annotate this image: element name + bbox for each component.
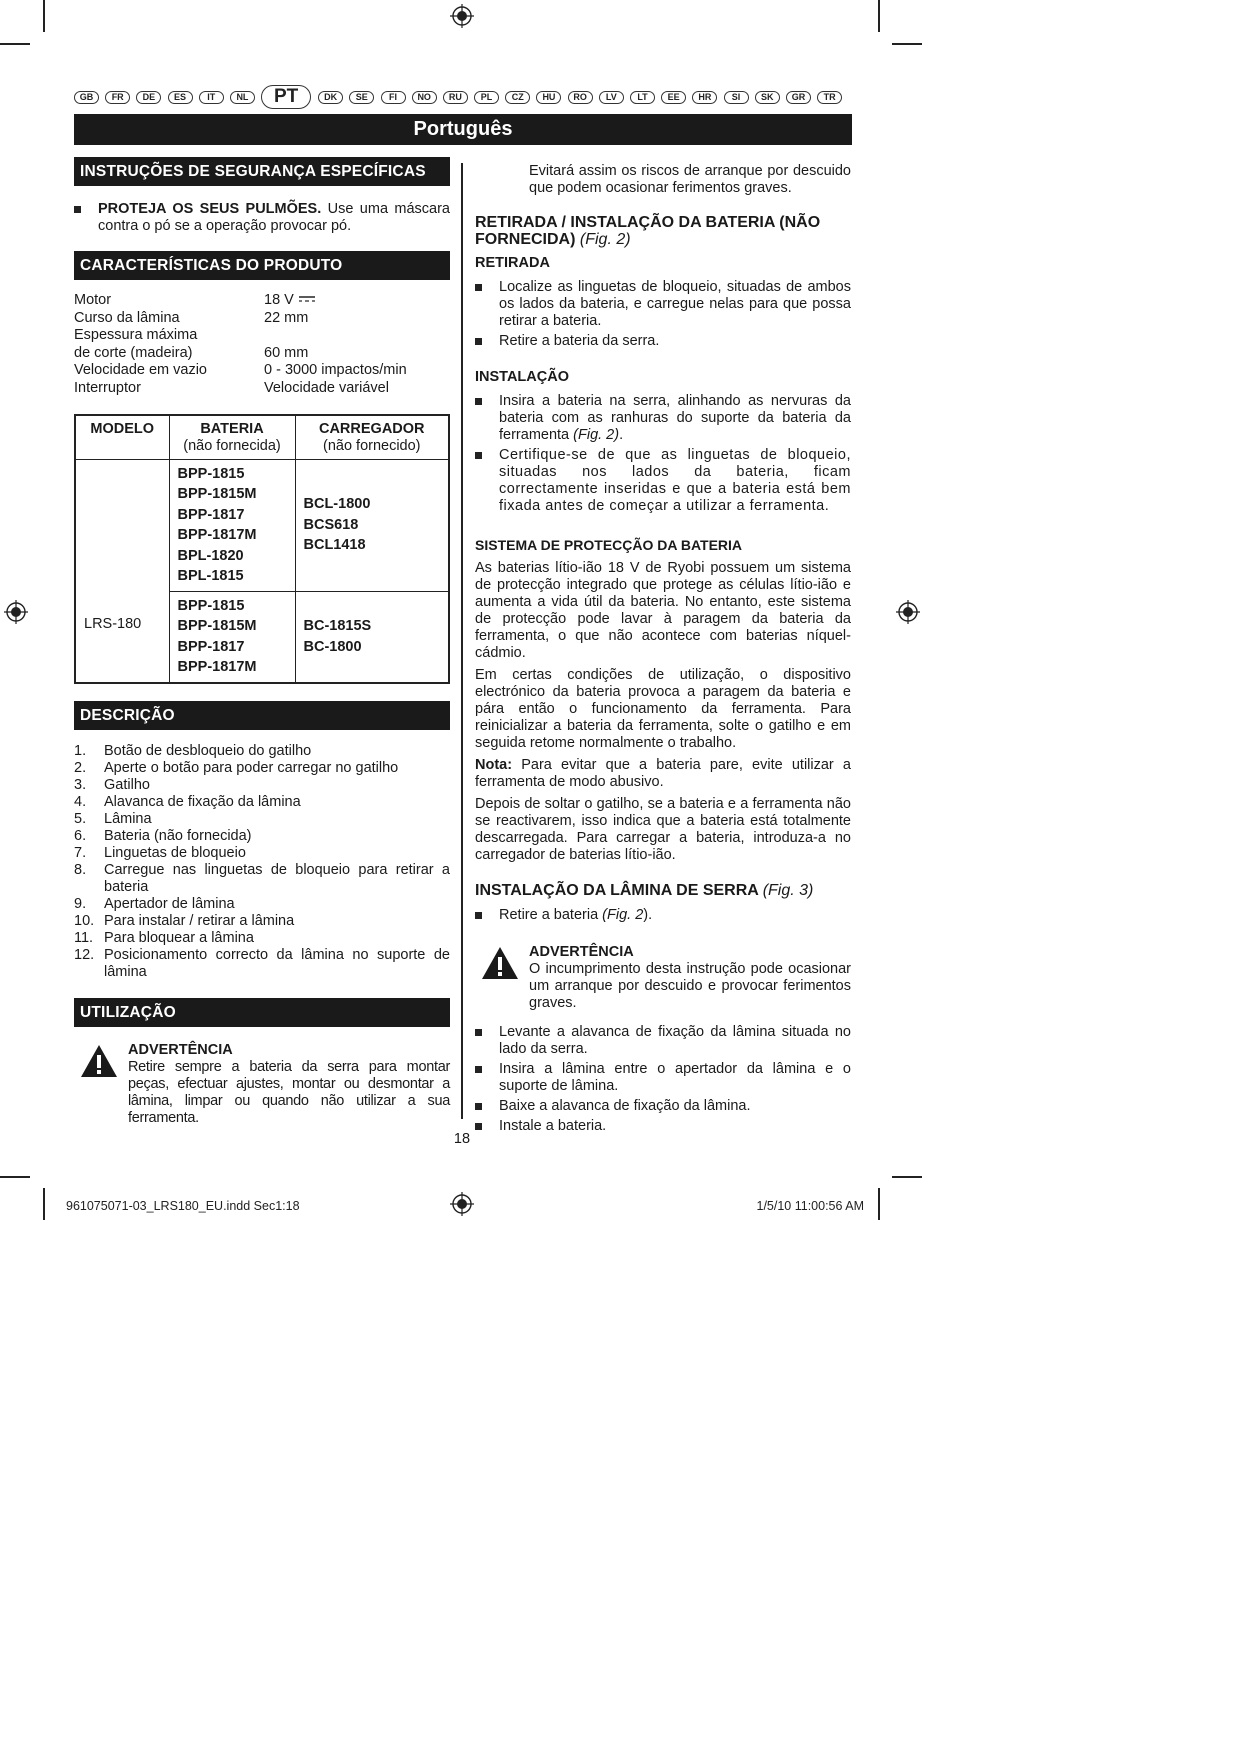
warning-triangle-icon [80,1044,118,1078]
bullet-text: Use uma máscara contra o pó se a operação provocar pó. [98,201,450,234]
item-text: Linguetas de bloqueio [104,844,246,861]
lang-badge-it: IT [199,91,224,104]
list-item: Baixe a alavanca de fixação da lâmina. [475,1098,851,1115]
list-item [74,845,450,862]
model-table [74,414,450,684]
protection-note: Nota: Para evitar que a bateria pare, evite utilizar a ferramenta de modo abusivo. [475,757,851,790]
list-item: Localize as linguetas de bloqueio, situadas de ambos os lados da bateria, e carregue nelas para que possa retirar a bateria. [475,279,851,330]
spec-label: Interruptor [74,379,141,396]
item-number: 7. [74,844,87,861]
lang-badge-nl: NL [230,91,255,104]
spec-label: Motor [74,292,112,308]
list-item: Instale a bateria. [475,1118,851,1135]
item-number: 11. [74,929,94,946]
blade-heading: INSTALAÇÃO DA LÂMINA DE SERRA (Fig. 3) [475,882,814,899]
item-text: Apertador de lâmina [104,895,235,912]
item-text: Para instalar / retirar a lâmina [104,912,295,929]
lang-badge-fi: FI [381,91,406,104]
crop-mark [892,1176,922,1178]
item-text: Gatilho [104,776,150,793]
list-item [74,828,450,845]
list-item [74,896,450,913]
lang-badge-se: SE [349,91,374,104]
warning-text: Retire sempre a bateria da serra para montar peças, efectuar ajustes, montar ou desmontar a lâmina, limpar ou quando não utilizar a sua ferramenta. [128,1058,450,1126]
lang-badge-hr: HR [692,91,717,104]
registration-mark-icon [450,1192,474,1216]
list-item: Retire a bateria da serra. [475,333,851,350]
item-number: 10. [74,912,95,929]
registration-mark-icon [4,600,28,624]
column-divider [461,163,463,1119]
protection-heading: SISTEMA DE PROTECÇÃO DA BATERIA [475,537,743,553]
lang-badge-lv: LV [599,91,624,104]
warning-triangle-icon [481,946,519,980]
lang-badge-lt: LT [630,91,655,104]
list-item [74,913,450,930]
safety-list [74,201,450,235]
model-cell: LRS-180 [75,459,169,683]
warning-continuation: Evitará assim os riscos de arranque por descuido que podem ocasionar ferimentos graves. [529,163,851,196]
list-item [74,201,450,235]
bullet-bold: PROTEJA OS SEUS PULMÕES. [98,201,322,217]
list-item [74,777,450,794]
crop-mark [892,43,922,45]
protection-paragraph: As baterias lítio-ião 18 V de Ryobi possuem um sistema de protecção integrado que protege as células lítio-ião e aumenta a vida útil da bateria. No entanto, este sistema de protecção pode lavar à paragem da bateria da ferramenta, o que não acontece com baterias níquel-cádmio. [475,560,851,661]
lang-badge-cz: CZ [505,91,530,104]
lang-badge-dk: DK [318,91,343,104]
charger-cell: BC-1815S BC-1800 [295,591,449,683]
footer-file: 961075071-03_LRS180_EU.indd Sec1:18 [66,1199,300,1213]
item-text: Lâmina [104,810,152,827]
list-item [74,811,450,828]
model-col-header: MODELO [75,415,169,460]
spec-value: 60 mm [264,344,309,361]
list-item: Levante a alavanca de fixação da lâmina situada no lado da serra. [475,1024,851,1058]
crop-mark [878,0,880,32]
item-number: 3. [74,776,87,793]
removal-list [475,279,851,350]
blade-steps [475,1024,851,1135]
description-heading: DESCRIÇÃO [74,701,450,730]
list-item: Certifique-se de que as linguetas de bloqueio, situadas nos lados da bateria, ficam correctamente inseridas e que a bateria está bem fixada antes de começar a utilizar a ferramenta. [475,447,851,515]
safety-heading: INSTRUÇÕES DE SEGURANÇA ESPECÍFICAS [74,157,450,186]
blade-list [475,907,851,924]
list-item: Retire a bateria (Fig. 2). [475,907,851,924]
lang-badge-ee: EE [661,91,686,104]
warning-title: ADVERTÊNCIA [128,1041,233,1058]
item-text: Carregue nas linguetas de bloqueio para retirar a bateria [104,861,450,895]
right-column [475,163,851,1135]
usage-heading: UTILIZAÇÃO [74,998,450,1027]
lang-badge-gb: GB [74,91,99,104]
description-list [74,743,450,981]
language-strip [74,84,852,110]
battery-cell: BPP-1815 BPP-1815M BPP-1817 BPP-1817M [169,591,295,683]
item-text: Aperte o botão para poder carregar no gatilho [104,759,399,776]
item-number: 6. [74,827,87,844]
item-text: Para bloquear a lâmina [104,929,254,946]
lang-badge-fr: FR [105,91,130,104]
lang-badge-ro: RO [568,91,593,104]
install-heading: INSTALAÇÃO [475,369,569,385]
spec-label: Velocidade em vazio [74,362,207,379]
list-item [74,760,450,777]
lang-badge-de: DE [136,91,161,104]
page-title: Português [74,114,852,145]
spec-value [264,327,450,345]
item-text: Botão de desbloqueio do gatilho [104,742,312,759]
spec-label: de corte (madeira) [74,344,193,361]
item-number: 9. [74,895,87,912]
registration-mark-icon [450,4,474,28]
lang-badge-tr: TR [817,91,842,104]
lang-badge-gr: GR [786,91,811,104]
battery-col-header: BATERIA (não fornecida) [169,415,295,460]
battery-heading: RETIRADA / INSTALAÇÃO DA BATERIA (NÃO FORNECIDA) (Fig. 2) [475,214,821,248]
page-number: 18 [453,1131,471,1147]
item-number: 8. [74,861,87,878]
item-number: 4. [74,793,87,810]
warning-text: O incumprimento desta instrução pode ocasionar um arranque por descuido e provocar ferimentos graves. [529,961,851,1011]
list-item [74,862,450,896]
usage-warning [74,1042,450,1127]
spec-value: Velocidade variável [264,379,389,396]
lang-badge-ru: RU [443,91,468,104]
warning-title: ADVERTÊNCIA [529,944,634,960]
blade-warning [475,944,851,1012]
lang-badge-no: NO [412,91,437,104]
list-item [74,947,450,981]
item-number: 2. [74,759,87,776]
protection-paragraph: Depois de soltar o gatilho, se a bateria e a ferramenta não se reactivarem, isso indica que a bateria está totalmente descarregada. Para carregar a bateria, introduza-a no carregador de baterias lítio-ião. [475,796,851,863]
spec-value: 22 mm [264,309,309,326]
item-number: 1. [74,742,87,759]
spec-label: Curso da lâmina [74,309,180,326]
features-heading: CARACTERÍSTICAS DO PRODUTO [74,251,450,280]
crop-mark [43,1188,45,1220]
registration-mark-icon [896,600,920,624]
item-text: Posicionamento correcto da lâmina no suporte de lâmina [104,946,450,980]
lang-badge-si: SI [724,91,749,104]
lang-badge-es: ES [168,91,193,104]
list-item: Insira a bateria na serra, alinhando as nervuras da bateria com as ranhuras do suporte da bateria da ferramenta (Fig. 2). [475,393,851,444]
charger-cell: BCL-1800 BCS618 BCL1418 [295,459,449,591]
list-item [74,743,450,760]
dc-symbol-icon [294,292,316,308]
item-number: 5. [74,810,87,827]
lang-badge-hu: HU [536,91,561,104]
lang-badge-sk: SK [755,91,780,104]
left-column [74,157,450,1127]
spec-label: Espessura máxima [74,327,198,344]
protection-paragraph: Em certas condições de utilização, o dispositivo electrónico da bateria provoca a paragem da bateria e pára então o funcionamento da ferramenta. Para reinicializar a bateria da ferramenta, solte o gatilho e em seguida retome normalmente o trabalho. [475,667,851,751]
crop-mark [0,43,30,45]
crop-mark [0,1176,30,1178]
item-text: Alavanca de fixação da lâmina [104,793,301,810]
item-text: Bateria (não fornecida) [104,827,252,844]
charger-col-header: CARREGADOR (não fornecido) [295,415,449,460]
battery-cell: BPP-1815 BPP-1815M BPP-1817 BPP-1817M BPL-1820 BPL-1815 [169,459,295,591]
list-item [74,794,450,811]
list-item [74,930,450,947]
features-specs [74,292,450,398]
footer-timestamp: 1/5/10 11:00:56 AM [756,1199,864,1213]
spec-value: 0 - 3000 impactos/min [264,362,407,379]
removal-heading: RETIRADA [475,255,550,271]
spec-value: 18 V [264,292,450,310]
list-item: Insira a lâmina entre o apertador da lâmina e o suporte de lâmina. [475,1061,851,1095]
item-number: 12. [74,946,95,963]
install-list [475,393,851,515]
lang-badge-pt: PT [261,85,311,109]
crop-mark [878,1188,880,1220]
lang-badge-pl: PL [474,91,499,104]
crop-mark [43,0,45,32]
